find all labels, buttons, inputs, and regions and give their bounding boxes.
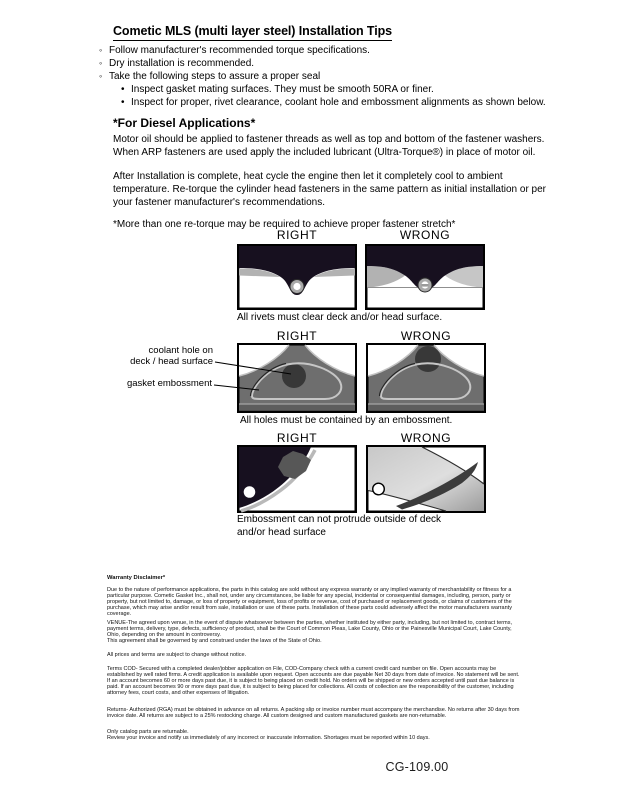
open-bullet-icon: ◦ [99, 58, 103, 68]
document-number: CG-109.00 [385, 760, 449, 774]
venue-paragraph: VENUE-The agreed upon venue, in the event of dispute whatsoever between the parties, whether instituted by either party, including, but not limited to, contract terms, payment terms, delivery, type, defects, sufficiency of product, shall be the Court of Common Pleas, Lake County, Ohio or the Painesville Municipal Court, Lake County, Ohio, depending on the amount in controversy. This agreement shall be governed by and construed under the laws of the State of Ohio. [107, 620, 512, 645]
protrusion-wrong-diagram [366, 445, 486, 513]
installation-tips-list [99, 44, 546, 109]
diesel-applications-heading: *For Diesel Applications* [113, 116, 256, 130]
coolant-hole-label: coolant hole on deck / head surface [130, 345, 213, 367]
tip-text: Follow manufacturer's recommended torque specifications. [109, 45, 370, 56]
diesel-paragraph-2: After Installation is complete, heat cycle the engine then let it completely cool to ambient temperature. Re-torque the cylinder head fasteners in the same pattern as initial installation or per your fastener manufacturer's recommendations. [113, 171, 547, 208]
list-item [99, 57, 546, 70]
wrong-label: WRONG [400, 431, 452, 445]
wrong-label: WRONG [399, 228, 451, 242]
protrusion-caption: Embossment can not protrude outside of deck and/or head surface [237, 514, 442, 538]
warranty-disclaimer-heading: Warranty Disclaimer* [107, 575, 166, 581]
page-title: Cometic MLS (multi layer steel) Installation Tips [113, 24, 392, 41]
open-bullet-icon: ◦ [99, 45, 103, 55]
retorque-note: *More than one re-torque may be required to achieve proper fastener stretch* [113, 219, 456, 230]
tip-text: Dry installation is recommended. [109, 58, 255, 69]
list-item [121, 83, 546, 96]
rivet-clearance-right-diagram [237, 244, 357, 310]
diesel-paragraph-1: Motor oil should be applied to fastener threads as well as top and bottom of the fastener washers. When ARP fasteners are used apply the included lubricant (Ultra-Torque®) in place of motor oil. [113, 134, 545, 158]
rivet-caption: All rivets must clear deck and/or head surface. [237, 312, 443, 323]
filled-bullet-icon: • [121, 97, 125, 108]
tip-text: Take the following steps to assure a proper seal [109, 71, 321, 82]
protrusion-right-diagram [237, 445, 357, 513]
filled-bullet-icon: • [121, 84, 125, 95]
right-label: RIGHT [276, 228, 318, 242]
embossment-right-diagram [237, 343, 357, 413]
returns-paragraph: Returns- Authorized (RGA) must be obtained in advance on all returns. A packing slip or invoice number must accompany the merchandise. No returns after 30 days from invoice date. All returns are subject to a 25% restocking charge. All custom designed and custom manufactured gaskets are non-returnable. [107, 707, 520, 720]
embossment-wrong-diagram [366, 343, 486, 413]
list-item [121, 96, 546, 109]
right-label: RIGHT [276, 329, 318, 343]
open-bullet-icon: ◦ [99, 71, 103, 81]
catalog-returns-paragraph: Only catalog parts are returnable. Review your invoice and notify us immediately of any incorrect or inaccurate information. Shortages must be reported within 10 days. [107, 729, 430, 742]
right-label: RIGHT [276, 431, 318, 445]
rivet-clearance-wrong-diagram [365, 244, 485, 310]
list-item [99, 44, 546, 57]
prices-paragraph: All prices and terms are subject to change without notice. [107, 652, 247, 658]
list-item [99, 70, 546, 83]
tip-text: Inspect for proper, rivet clearance, coolant hole and embossment alignments as shown below. [131, 97, 546, 108]
gasket-embossment-label: gasket embossment [126, 378, 212, 389]
embossment-caption: All holes must be contained by an embossment. [240, 415, 453, 426]
warranty-paragraph: Due to the nature of performance applications, the parts in this catalog are sold without any express warranty or any implied warranty of merchantability or fitness for a particular purpose. Cometic Gasket Inc., shall not, under any circumstances, be liable for any special, incidental or consequential damages, including, person, party or property, but not limited to, damage, or loss of property or equipment, loss of profits or revenue, cost of purchased or replacement goods, or claims of customers of the purchase, which may arise and/or result from sale, installation or use of these parts. Installation of these parts could adversely affect the motor manufacturers warranty coverage. [107, 587, 512, 618]
wrong-label: WRONG [400, 329, 452, 343]
tip-text: Inspect gasket mating surfaces. They must be smooth 50RA or finer. [131, 84, 434, 95]
terms-paragraph: Terms COD- Secured with a completed dealer/jobber application on File, COD-Company check with a current credit card number on file. Open accounts may be established by well rated firms. A credit application is available upon request. Open accounts are due payable Net 30 days from date of invoice. No statement will be sent. If an account becomes 60 or more days past due, it is subject to being placed on credit hold. No orders will be shipped or new orders accepted until past due balance is paid. If an account becomes 90 or more days past due, it is subject to being placed for collections. All costs of collection are the responsibility of the customer, including attorney fees, court costs, and other expenses of litigation. [107, 666, 520, 697]
